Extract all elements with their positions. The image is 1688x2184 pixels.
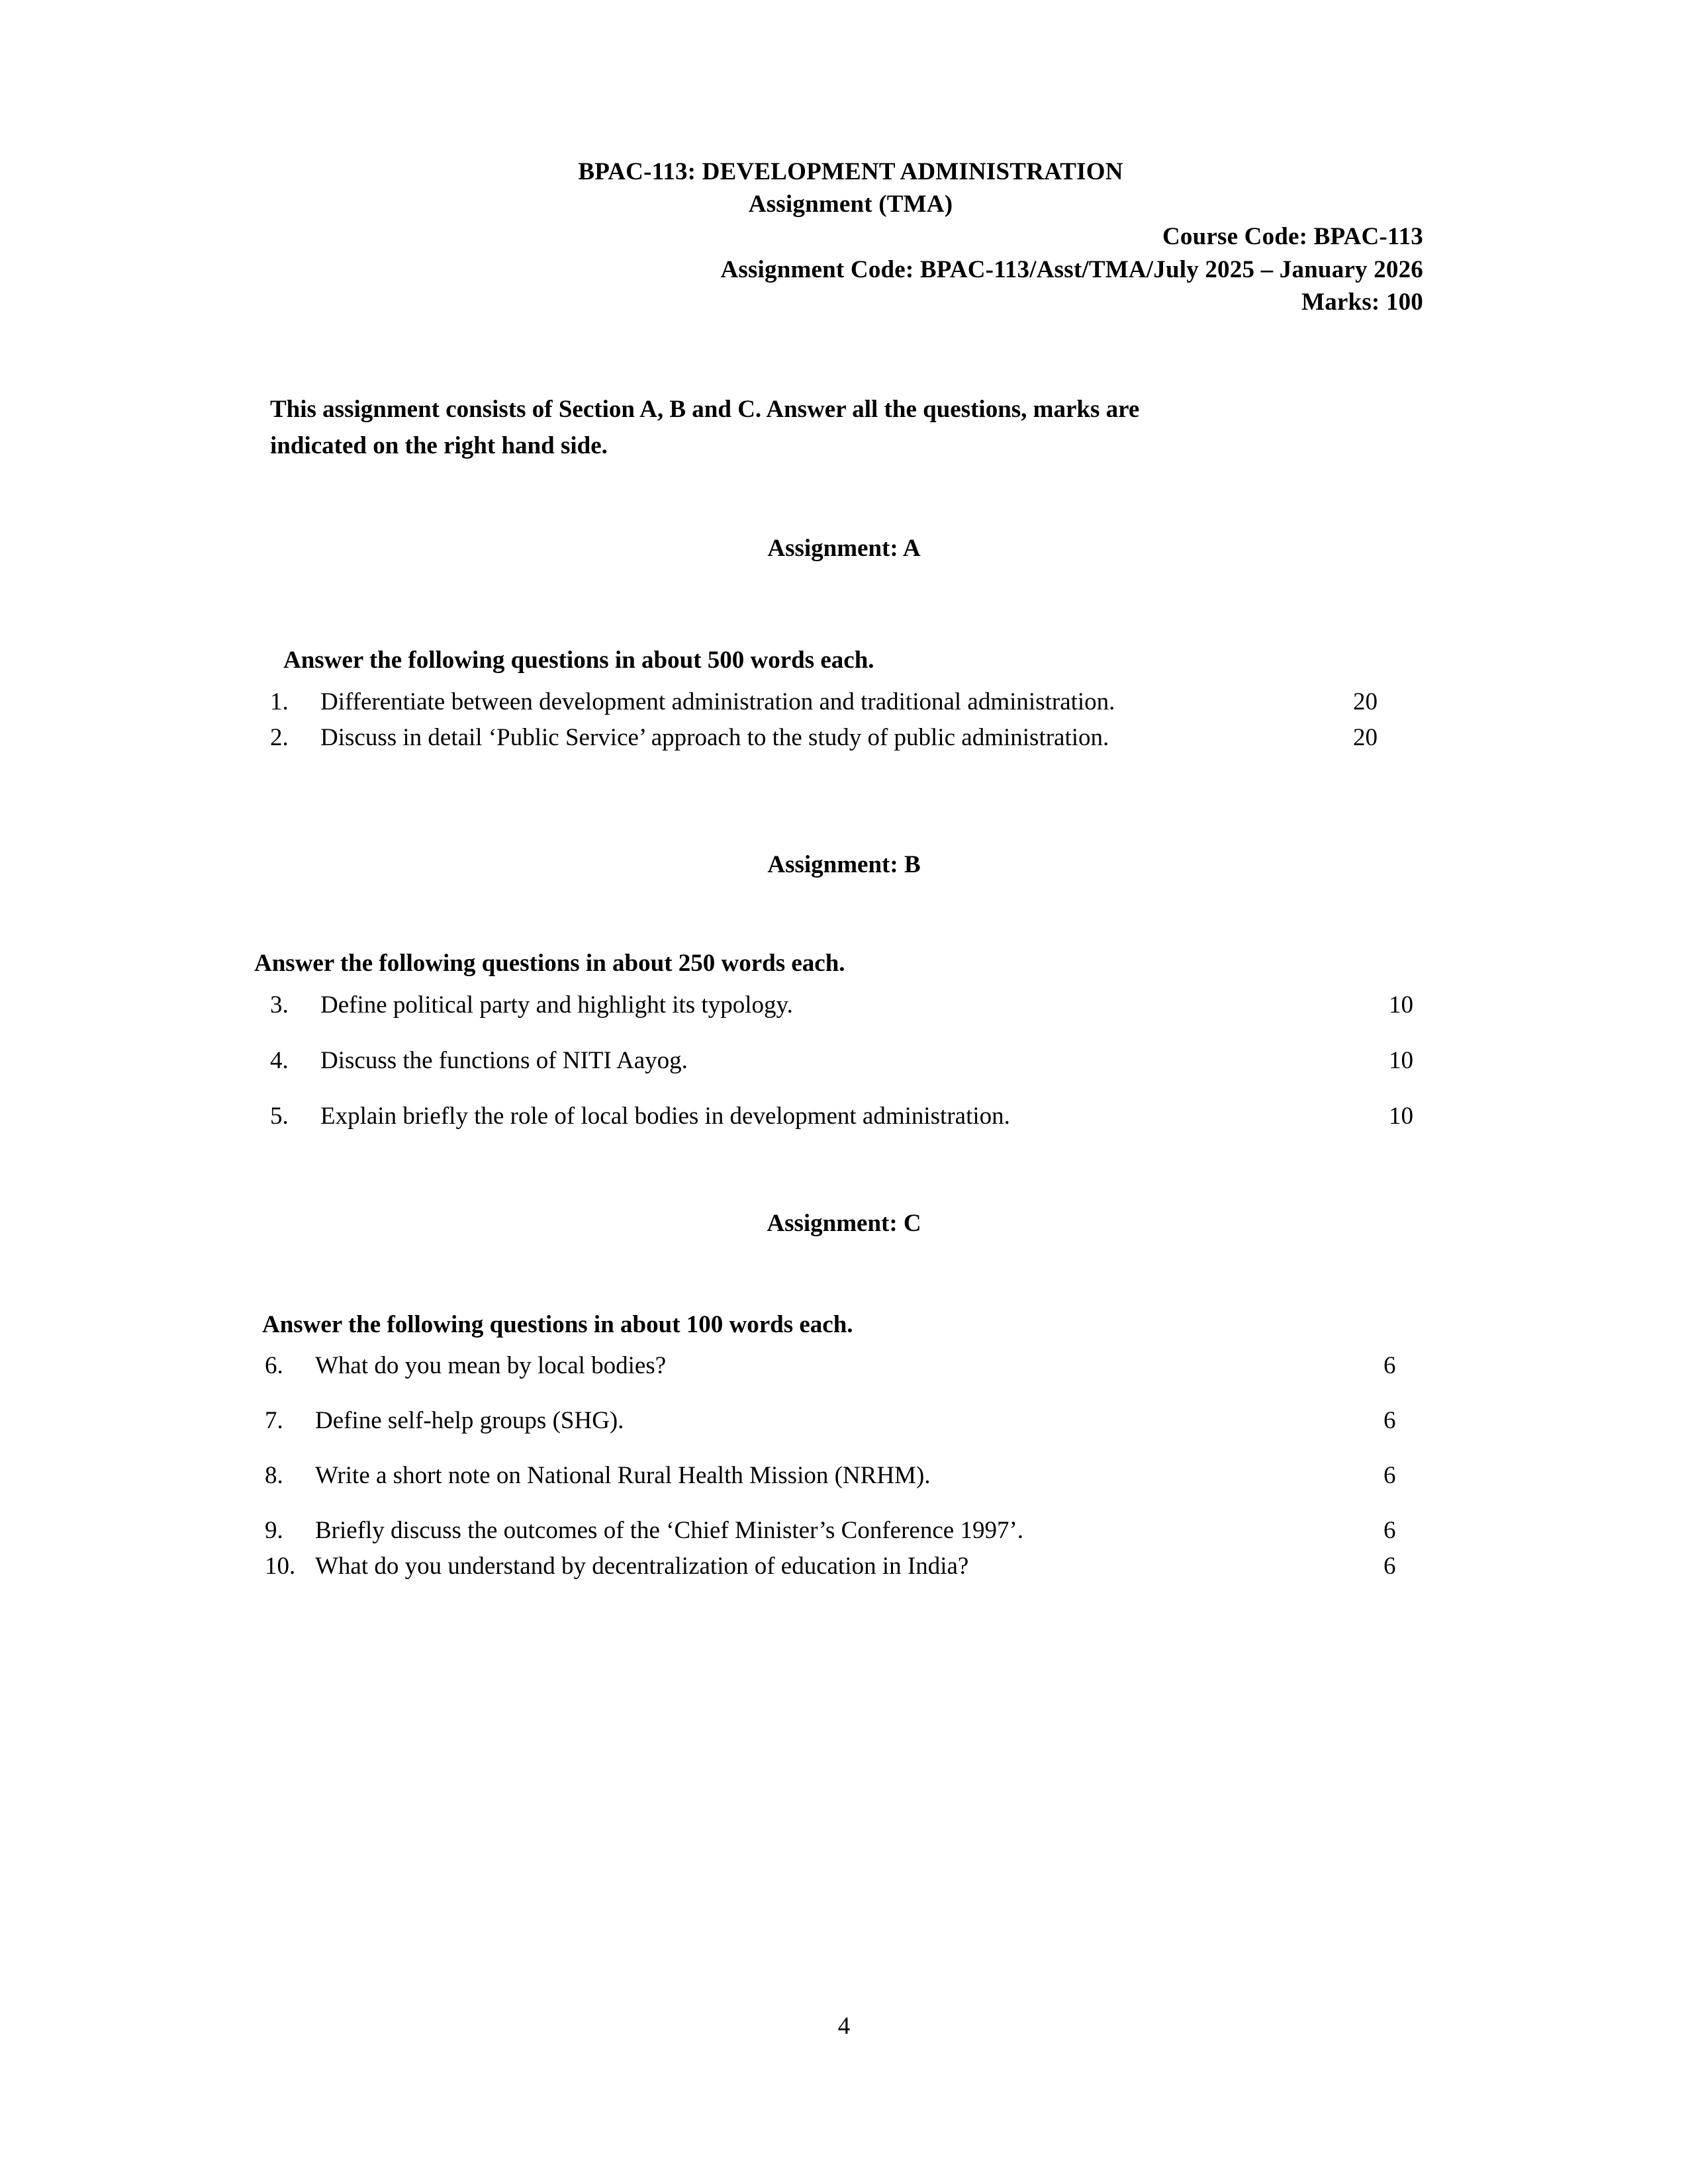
question-text: Define self-help groups (SHG).: [315, 1407, 624, 1434]
question-row: [270, 690, 1488, 714]
question-number: 8.: [265, 1462, 283, 1489]
question-text: Define political party and highlight its typology.: [320, 991, 793, 1019]
question-row: [270, 725, 1488, 750]
question-row: [265, 1554, 1483, 1578]
section-instruction-b: Answer the following questions in about 250 words each.: [254, 950, 845, 977]
section-title-b: Assignment: B: [767, 851, 921, 878]
assignment-code: Assignment Code: BPAC-113/Asst/TMA/July 2025 – January 2026: [720, 255, 1423, 283]
question-marks: 10: [1389, 1047, 1413, 1074]
total-marks: Marks: 100: [1301, 288, 1423, 316]
question-list-c: [265, 1353, 1483, 1609]
assignment-type: Assignment (TMA): [748, 191, 953, 218]
question-text: Discuss in detail ‘Public Service’ approach to the study of public administration.: [320, 724, 1109, 751]
question-text: Explain briefly the role of local bodies in development administration.: [320, 1103, 1010, 1130]
question-list-b: [270, 993, 1488, 1160]
question-list-a: [270, 690, 1488, 761]
question-text: Write a short note on National Rural Health Mission (NRHM).: [315, 1462, 931, 1489]
section-title-a: Assignment: A: [767, 535, 921, 562]
question-text: What do you mean by local bodies?: [315, 1352, 667, 1379]
question-number: 1.: [270, 688, 289, 715]
question-number: 3.: [270, 991, 289, 1019]
course-code: Course Code: BPAC-113: [1162, 223, 1423, 251]
question-marks: 20: [1353, 724, 1378, 751]
question-text: Briefly discuss the outcomes of the ‘Chief Minister’s Conference 1997’.: [315, 1517, 1024, 1544]
instructions-line-1: This assignment consists of Section A, B and C. Answer all the questions, marks are: [270, 396, 1140, 423]
section-instruction-a: Answer the following questions in about 500 words each.: [283, 647, 874, 674]
document-header: [278, 156, 1423, 318]
question-row: [265, 1518, 1483, 1543]
question-row: [270, 1048, 1488, 1073]
question-number: 5.: [270, 1103, 289, 1130]
question-number: 6.: [265, 1352, 283, 1379]
question-row: [265, 1353, 1483, 1378]
instructions-paragraph: [270, 392, 1462, 465]
course-title: BPAC-113: DEVELOPMENT ADMINISTRATION: [578, 158, 1123, 185]
question-text: What do you understand by decentralization of education in India?: [315, 1553, 969, 1580]
question-row: [265, 1463, 1483, 1488]
question-marks: 10: [1389, 991, 1413, 1019]
question-text: Discuss the functions of NITI Aayog.: [320, 1047, 688, 1074]
question-row: [270, 993, 1488, 1017]
question-number: 10.: [265, 1553, 296, 1580]
section-title-c: Assignment: C: [767, 1210, 921, 1237]
instructions-line-2: indicated on the right hand side.: [270, 432, 608, 459]
question-number: 7.: [265, 1407, 283, 1434]
question-number: 2.: [270, 724, 289, 751]
question-marks: 6: [1383, 1352, 1396, 1379]
question-marks: 6: [1383, 1553, 1396, 1580]
question-number: 9.: [265, 1517, 283, 1544]
section-instruction-c: Answer the following questions in about 100 words each.: [262, 1311, 853, 1338]
question-row: [270, 1104, 1488, 1128]
question-row: [265, 1408, 1483, 1433]
question-text: Differentiate between development administration and traditional administration.: [320, 688, 1115, 715]
question-number: 4.: [270, 1047, 289, 1074]
question-marks: 6: [1383, 1462, 1396, 1489]
question-marks: 10: [1389, 1103, 1413, 1130]
page-number: 4: [837, 2013, 851, 2040]
question-marks: 20: [1353, 688, 1378, 715]
question-marks: 6: [1383, 1517, 1396, 1544]
question-marks: 6: [1383, 1407, 1396, 1434]
